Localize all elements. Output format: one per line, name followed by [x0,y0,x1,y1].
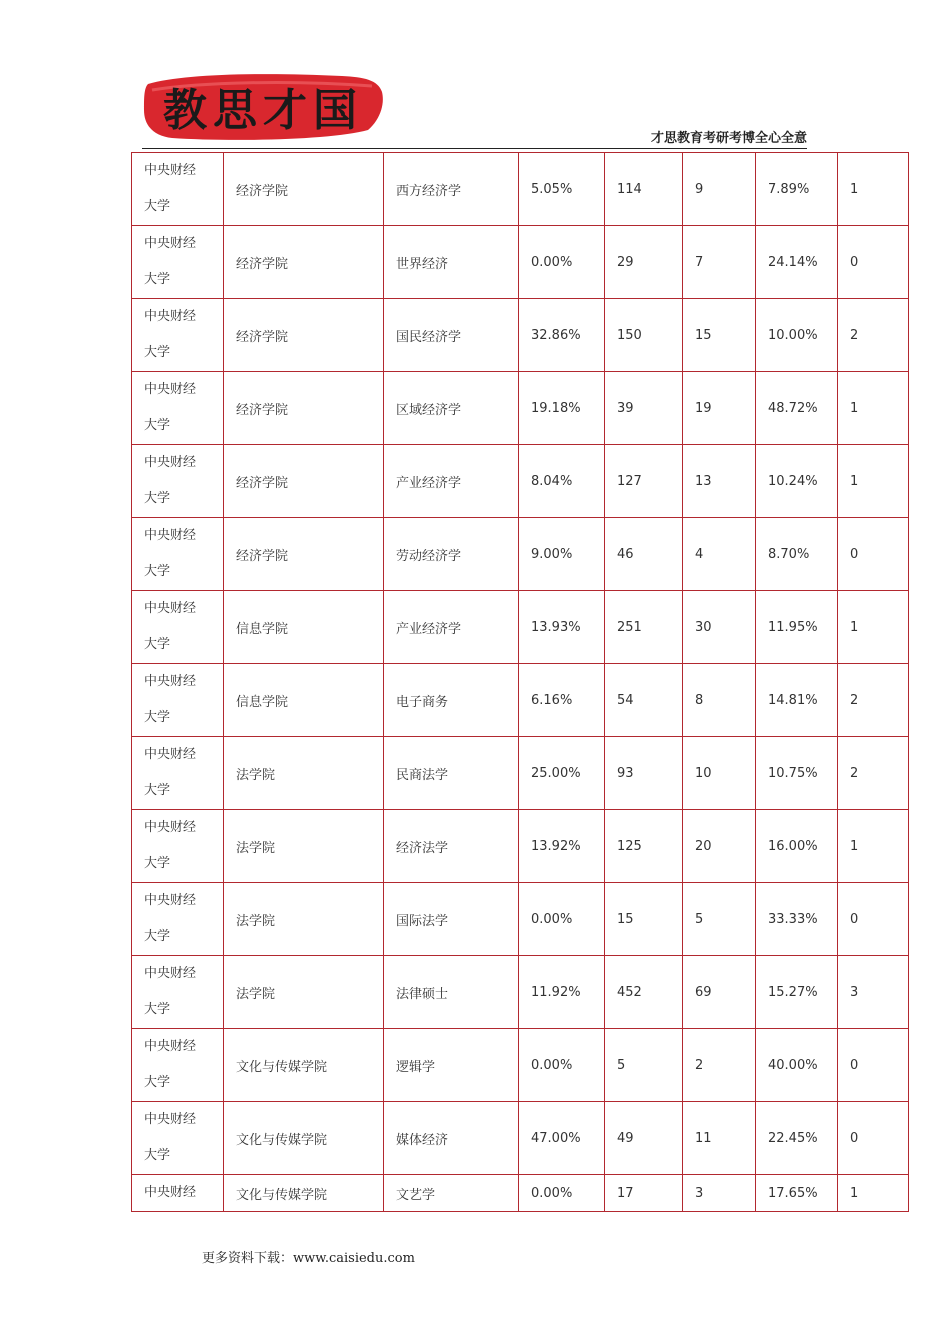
table-row [132,591,909,664]
table-row [132,299,909,372]
admitted-cell: 2 [683,1029,756,1102]
applicants-cell: 39 [605,372,683,445]
school-name-line2: 大学 [144,272,171,287]
rate-cell: 25.00% [519,737,605,810]
admission-stats-table [131,152,909,1212]
table-row [132,664,909,737]
department-cell: 法学院 [224,737,384,810]
school-name-line1: 中央财经 [144,601,197,616]
department-cell: 法学院 [224,810,384,883]
applicants-cell: 251 [605,591,683,664]
major-cell: 产业经济学 [384,445,519,518]
department-cell: 经济学院 [224,299,384,372]
ratio-cell: 10.24% [756,445,838,518]
school-name-line2: 大学 [144,637,171,652]
rate-cell: 6.16% [519,664,605,737]
table-row [132,1175,909,1212]
admitted-cell: 15 [683,299,756,372]
applicants-cell: 114 [605,153,683,226]
admitted-cell: 5 [683,883,756,956]
school-name-line1: 中央财经 [144,528,197,543]
school-name-line2: 大学 [144,345,171,360]
school-name-line1: 中央财经 [144,309,197,324]
applicants-cell: 29 [605,226,683,299]
major-cell: 世界经济 [384,226,519,299]
department-cell: 文化与传媒学院 [224,1029,384,1102]
rate-cell: 19.18% [519,372,605,445]
count-cell: 3 [838,956,909,1029]
rate-cell: 0.00% [519,1175,605,1212]
school-name-line2: 大学 [144,1002,171,1017]
department-cell: 信息学院 [224,591,384,664]
school-name-line2: 大学 [144,1075,171,1090]
school-name-line1: 中央财经 [144,236,197,251]
applicants-cell: 452 [605,956,683,1029]
applicants-cell: 127 [605,445,683,518]
rate-cell: 13.93% [519,591,605,664]
department-cell: 经济学院 [224,445,384,518]
major-cell: 区域经济学 [384,372,519,445]
table-row [132,226,909,299]
applicants-cell: 54 [605,664,683,737]
ratio-cell: 11.95% [756,591,838,664]
school-name-line2: 大学 [144,199,171,214]
school-cell [132,226,224,299]
department-cell: 法学院 [224,883,384,956]
table-row [132,153,909,226]
footer-download-link[interactable]: 更多资料下载：www.caisiedu.com [202,1251,415,1266]
school-name-line2: 大学 [144,564,171,579]
school-cell [132,1102,224,1175]
admitted-cell: 11 [683,1102,756,1175]
applicants-cell: 93 [605,737,683,810]
rate-cell: 13.92% [519,810,605,883]
table-row [132,445,909,518]
major-cell: 国民经济学 [384,299,519,372]
applicants-cell: 150 [605,299,683,372]
admitted-cell: 8 [683,664,756,737]
major-cell: 逻辑学 [384,1029,519,1102]
school-cell [132,1175,224,1212]
table-row [132,1029,909,1102]
department-cell: 经济学院 [224,153,384,226]
rate-cell: 9.00% [519,518,605,591]
count-cell: 0 [838,518,909,591]
count-cell: 0 [838,1029,909,1102]
major-cell: 文艺学 [384,1175,519,1212]
header-divider [142,148,807,149]
school-cell [132,883,224,956]
school-name-line1: 中央财经 [144,674,197,689]
ratio-cell: 10.00% [756,299,838,372]
applicants-cell: 46 [605,518,683,591]
department-cell: 信息学院 [224,664,384,737]
ratio-cell: 40.00% [756,1029,838,1102]
count-cell: 2 [838,737,909,810]
major-cell: 国际法学 [384,883,519,956]
admitted-cell: 10 [683,737,756,810]
ratio-cell: 8.70% [756,518,838,591]
school-name-line2: 大学 [144,710,171,725]
department-cell: 法学院 [224,956,384,1029]
count-cell: 0 [838,883,909,956]
rate-cell: 47.00% [519,1102,605,1175]
school-cell [132,664,224,737]
table-row [132,1102,909,1175]
count-cell: 1 [838,591,909,664]
header-tagline: 才思教育考研考博全心全意 [650,131,807,146]
major-cell: 媒体经济 [384,1102,519,1175]
school-name-line1: 中央财经 [144,163,197,178]
admitted-cell: 19 [683,372,756,445]
rate-cell: 11.92% [519,956,605,1029]
table-row [132,810,909,883]
ratio-cell: 7.89% [756,153,838,226]
school-name-line1: 中央财经 [144,1039,197,1054]
count-cell: 0 [838,1102,909,1175]
applicants-cell: 15 [605,883,683,956]
count-cell: 0 [838,226,909,299]
major-cell: 法律硕士 [384,956,519,1029]
school-cell [132,372,224,445]
admitted-cell: 13 [683,445,756,518]
count-cell: 2 [838,664,909,737]
count-cell: 1 [838,810,909,883]
admitted-cell: 7 [683,226,756,299]
major-cell: 西方经济学 [384,153,519,226]
school-name-line2: 大学 [144,856,171,871]
school-cell [132,153,224,226]
applicants-cell: 49 [605,1102,683,1175]
admitted-cell: 3 [683,1175,756,1212]
applicants-cell: 5 [605,1029,683,1102]
school-cell [132,1029,224,1102]
school-name-line2: 大学 [144,418,171,433]
ratio-cell: 48.72% [756,372,838,445]
school-name-line2: 大学 [144,929,171,944]
ratio-cell: 24.14% [756,226,838,299]
rate-cell: 0.00% [519,226,605,299]
rate-cell: 0.00% [519,1029,605,1102]
major-cell: 产业经济学 [384,591,519,664]
department-cell: 经济学院 [224,226,384,299]
ratio-cell: 22.45% [756,1102,838,1175]
school-name-line2: 大学 [144,1148,171,1163]
school-name-line1: 中央财经 [144,893,197,908]
major-cell: 电子商务 [384,664,519,737]
major-cell: 劳动经济学 [384,518,519,591]
applicants-cell: 125 [605,810,683,883]
major-cell: 民商法学 [384,737,519,810]
logo [142,70,384,142]
school-cell [132,445,224,518]
ratio-cell: 17.65% [756,1175,838,1212]
count-cell: 2 [838,299,909,372]
logo-text: 教思才国 [163,85,363,136]
school-cell [132,737,224,810]
admitted-cell: 30 [683,591,756,664]
department-cell: 文化与传媒学院 [224,1175,384,1212]
school-cell [132,299,224,372]
table-row [132,883,909,956]
department-cell: 文化与传媒学院 [224,1102,384,1175]
school-name-line1: 中央财经 [144,455,197,470]
count-cell: 1 [838,153,909,226]
ratio-cell: 14.81% [756,664,838,737]
major-cell: 经济法学 [384,810,519,883]
school-name-line1: 中央财经 [144,1112,197,1127]
table-row [132,518,909,591]
school-name-line1: 中央财经 [144,820,197,835]
count-cell: 1 [838,1175,909,1212]
rate-cell: 0.00% [519,883,605,956]
admitted-cell: 9 [683,153,756,226]
ratio-cell: 15.27% [756,956,838,1029]
ratio-cell: 10.75% [756,737,838,810]
rate-cell: 8.04% [519,445,605,518]
ratio-cell: 33.33% [756,883,838,956]
school-name-line1: 中央财经 [144,1185,197,1200]
table-row [132,372,909,445]
table-body [132,153,909,1212]
rate-cell: 32.86% [519,299,605,372]
count-cell: 1 [838,445,909,518]
count-cell: 1 [838,372,909,445]
school-cell [132,956,224,1029]
department-cell: 经济学院 [224,372,384,445]
admitted-cell: 69 [683,956,756,1029]
rate-cell: 5.05% [519,153,605,226]
applicants-cell: 17 [605,1175,683,1212]
table-row [132,956,909,1029]
admitted-cell: 20 [683,810,756,883]
ratio-cell: 16.00% [756,810,838,883]
school-cell [132,518,224,591]
admitted-cell: 4 [683,518,756,591]
school-name-line1: 中央财经 [144,966,197,981]
school-name-line1: 中央财经 [144,747,197,762]
school-name-line2: 大学 [144,491,171,506]
school-cell [132,591,224,664]
school-name-line1: 中央财经 [144,382,197,397]
table-row [132,737,909,810]
school-cell [132,810,224,883]
department-cell: 经济学院 [224,518,384,591]
school-name-line2: 大学 [144,783,171,798]
